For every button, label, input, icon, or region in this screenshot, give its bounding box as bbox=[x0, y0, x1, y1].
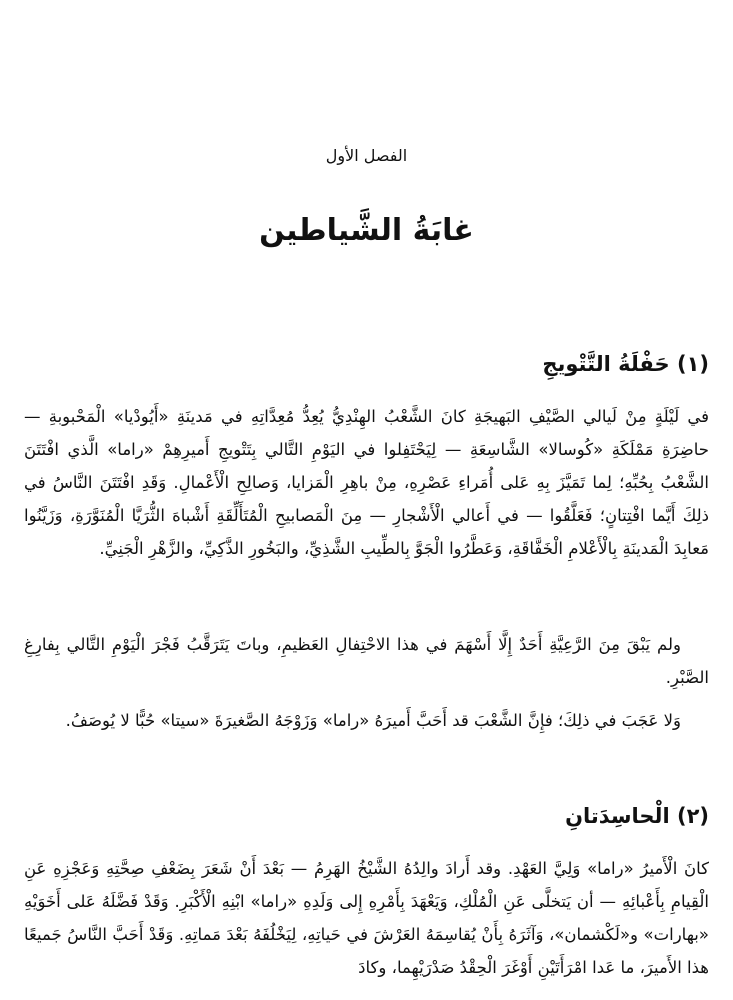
paragraph: كانَ الْأَميرُ «راما» وَلِيَّ العَهْدِ. وقد أَرادَ والِدُهُ الشَّيْخُ الهَرِمُ — بَعْدَ أَنْ شَعَرَ بِضَعْفِ صِحَّتِهِ وَعَجْزِهِ عَنِ الْقِيامِ بِأَعْبائِهِ — أن يَتخلَّى عَنِ الْمُلْكِ، وَيَعْهَدَ بِأَمْرِهِ إِلى وَلَدِهِ «راما» ابْنِهِ الْأَكْبَرِ. وَقَدْ فَضَّلَهُ عَلى أَخَوَيْهِ «بهارات» و«لَكْشمان»، وَآثَرَهُ بِأَنْ يُقاسِمَهُ العَرْشَ في حَياتِهِ، لِيَخْلُفَهُ بَعْدَ مَماتِهِ. وَقَدْ أَحَبَّ النَّاسُ جَميعًا هذا الأَميرَ، ما عَدا امْرَأَتَيْنِ أَوْغَرَ الْحِقْدُ صَدْرَيْهِما، وكادَ bbox=[24, 859, 709, 977]
paragraph: وَلا عَجَبَ في ذلِكَ؛ فإِنَّ الشَّعْبَ قد أَحَبَّ أَميرَهُ «راما» وَزَوْجَهُ الصَّغيرَةَ «سيتا» حُبًّا لا يُوصَفُ. bbox=[65, 711, 681, 730]
chapter-title: غابَةُ الشَّياطين bbox=[259, 213, 474, 248]
section-heading: (١) حَفْلَةُ التَّتْويجِ bbox=[542, 352, 709, 376]
chapter-label: الفصل الأول bbox=[325, 146, 408, 165]
paragraph: ولم يَبْقَ مِنَ الرَّعِيَّةِ أَحَدٌ إِلَّا أَسْهَمَ في هذا الاحْتِفالِ العَظيمِ، وباتَ يَتَرَقَّبُ فَجْرَ الْيَوْمِ التَّالي بِفارِغِ الصَّبْرِ. bbox=[24, 635, 709, 687]
paragraph: في لَيْلَةٍ مِنْ لَيالي الصَّيْفِ البَهيجَةِ كانَ الشَّعْبُ الهِنْدِيُّ يُعِدُّ مُعِدَّاتِهِ في مَدينَةِ «أَيُودْيا» الْمَحْبوبةِ — حاضِرَةِ مَمْلَكَةِ «كُوسالا» الشَّاسِعَةِ — لِيَحْتَفِلوا في اليَوْمِ التَّالي بِتَتْويجِ أَميرِهِمْ «راما» الَّذي افْتَتَنَ الشَّعْبُ بِحُبِّهِ؛ لِما تَمَيَّزَ بِهِ عَلى أُمَراءِ عَصْرِهِ، مِنْ باهِرِ الْمَزايا، وَصالِحِ الْأَعْمالِ. وَقَدِ افْتَتَنَ النَّاسُ في ذلِكَ أَيَّما افْتِتانٍ؛ فَعَلَّقُوا — في أَعالي الْأَشْجارِ — مِنَ الْمَصابيحِ الْمُتَأَلِّقَةِ أَشْباهَ الثُّرَيَّا الْمُنَوَّرَةِ، وَزَيَّنُوا مَعابِدَ الْمَدينَةِ بِالْأَعْلامِ الْخَفَّاقَةِ، وَعَطَّرُوا الْجَوَّ بِالطِّيبِ الشَّذِيِّ، والبَخُورِ الذَّكِيِّ، والزَّهْرِ الْجَنِيِّ. bbox=[24, 407, 709, 558]
section-heading: (٢) الْحاسِدَتانِ bbox=[565, 804, 709, 828]
